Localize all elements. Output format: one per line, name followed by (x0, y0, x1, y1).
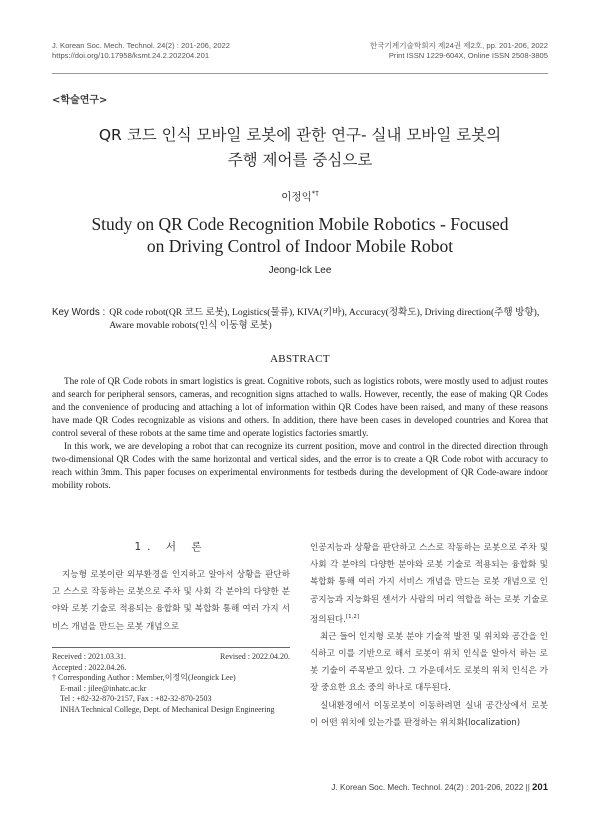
accepted-date: Accepted : 2022.04.26. (52, 662, 127, 672)
author-email[interactable]: E-mail : jilee@inhatc.ac.kr (60, 683, 147, 693)
english-title-line2: on Driving Control of Indoor Mobile Robot (146, 236, 454, 256)
korean-title-line2: 주행 제어를 중심으로 (227, 151, 373, 169)
article-category: <학술연구> (52, 95, 108, 106)
footer-citation: J. Korean Soc. Mech. Technol. 24(2) : 201-206, 2022 || (331, 783, 530, 792)
author-phone: Tel : +82-32-870-2157, Fax : +82-32-870-2503 (60, 694, 212, 703)
corresponding-author: † Corresponding Author : Member,이정익(Jeongick Lee) (52, 673, 236, 682)
footnote (52, 652, 290, 715)
abstract-heading: ABSTRACT (270, 353, 330, 365)
received-date: Received : 2021.03.31. (52, 652, 126, 661)
header-divider (52, 73, 548, 74)
keywords-text: QR code robot(QR 코드 로봇), Logistics(물류), KIVA(키바), Accuracy(정확도), Driving direction(주행 방향), Aware movable robots(인식 이동형 로봇) (109, 307, 540, 331)
author-affiliation: INHA Technical College, Dept. of Mechanical Design Engineering (60, 704, 275, 714)
english-title-line1: Study on QR Code Recognition Mobile Robotics - Focused (91, 214, 509, 234)
section-heading: 1. 서 론 (134, 541, 208, 553)
body-paragraph: 지능형 로봇이란 외부환경을 인지하고 알아서 상황을 판단하고 스스로 작동하는 로봇으로 주차 및 사회 각 분야의 다양한 분야와 로봇 기술로 적용되는 융합화 및 복합화 통해 여러 가지 서비스 개념을 만드는 로봇 개념으로 (52, 570, 290, 632)
body-paragraph (310, 540, 548, 629)
abstract-body (52, 375, 548, 492)
journal-citation: J. Korean Soc. Mech. Technol. 24(2) : 201-206, 2022 (52, 41, 230, 50)
journal-citation-header (52, 41, 230, 61)
doi-link[interactable]: https://doi.org/10.17958/ksmt.24.2.202204.201 (52, 51, 210, 60)
keywords (52, 306, 548, 332)
english-author: Jeong-Ick Lee (268, 265, 332, 276)
revised-date: Revised : 2022.04.20. (220, 652, 290, 661)
author-mark: *† (311, 189, 319, 198)
page-number: 201 (532, 782, 548, 793)
body-paragraph: 최근 들어 인지형 로봇 분야 기술적 발전 및 위치와 공간을 인식하고 이를 기반으로 해서 로봇이 위치 인식을 알아서 하는 로봇 기술이 주목받고 있다. 그 가운데서도 로봇의 위치 인식은 가장 중요한 요소 중의 하나로 대두된다. (310, 631, 548, 694)
issn-info: Print ISSN 1229-604X, Online ISSN 2508-3805 (388, 51, 548, 60)
body-paragraph: 실내환경에서 이동로봇이 이동하려면 실내 공간상에서 로봇이 어떤 위치에 있는가를 판정하는 위치화(localization) (310, 700, 548, 728)
footnote-divider (52, 647, 290, 648)
abstract-paragraph: The role of QR Code robots in smart logistics is great. Cognitive robots, such as logistics robots, were mostly used to adjust routes and search for peripheral sensors, cameras, and recognition signs attached to walls. However, recently, the ease of making QR Codes and the convenience of producing and attaching a lot of information within QR Codes have been raised, and many of these reasons have made QR Codes recognizable as visions and others. In addition, there have been cases in developed countries and Korea that control several of these robots at the same time and operate logistics factories smartly. (52, 376, 548, 439)
abstract-paragraph: In this work, we are developing a robot that can recognize its current position, move and control in the directed direction through two-dimensional QR Codes with the same horizontal and vertical sides, and the error is to create a QR Code robot with accuracy to reach within 3mm. This paper focuses on experimental environments for testbeds during the development of QR Code-aware indoor mobility robots. (52, 441, 548, 491)
body-paragraph-text: 인공지능과 상황을 판단하고 스스로 작동하는 로봇으로 주차 및 사회 각 분야의 다양한 분야와 로봇 기술로 적용되는 융합화 및 복합화 통해 여러 가지 서비스 개념을 만드는 로봇 개념으로 인공지능과 지능화된 센서가 사람의 머리 역할을 하는 로봇 기술로 정의된다. (310, 543, 548, 625)
english-title (40, 213, 560, 257)
journal-info-header (370, 41, 548, 61)
left-column (52, 540, 290, 636)
journal-korean-citation: 한국기계기술학회지 제24권 제2호, pp. 201-206, 2022 (369, 41, 548, 50)
korean-author (0, 189, 600, 204)
korean-title-line1: QR 코드 인식 모바일 로봇에 관한 연구- 실내 모바일 로봇의 (98, 126, 502, 144)
korean-author-name: 이정익 (281, 191, 312, 203)
right-column (310, 540, 548, 732)
page-footer (331, 782, 548, 793)
keywords-label: Key Words : (52, 307, 106, 318)
korean-title (40, 123, 560, 173)
citation-ref[interactable]: [1,2] (345, 613, 359, 620)
